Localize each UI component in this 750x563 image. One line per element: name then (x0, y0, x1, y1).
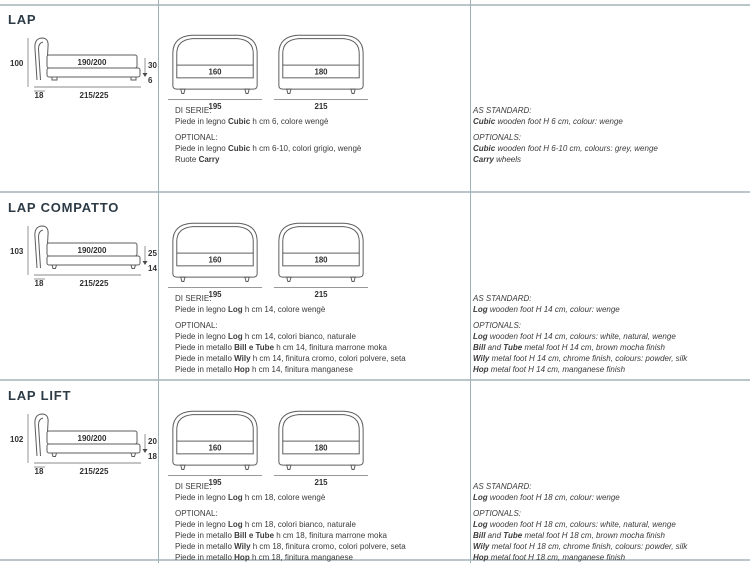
dim-mattress-length: 190/200 (77, 434, 107, 443)
bed-outline (173, 223, 257, 281)
section-title: LAP LIFT (8, 388, 72, 403)
spec-line: Log wooden foot H 14 cm, colours: white, natural, wenge (473, 332, 676, 341)
section-title: LAP (8, 12, 37, 27)
specs-english (473, 105, 747, 165)
dim-base-width: 215 (314, 478, 328, 488)
dim-total-length: 215/225 (79, 91, 109, 100)
spec-line: Piede in legno Log h cm 14, colore wengè (175, 305, 326, 314)
spec-line: Ruote Carry (175, 155, 220, 164)
standard-label-en: AS STANDARD: (473, 482, 532, 491)
spec-line: Piede in legno Log h cm 14, colori bianco, naturale (175, 332, 357, 341)
spec-line: Hop metal foot H 14 cm, manganese finish (473, 365, 626, 374)
section-lap-compatto (0, 193, 750, 379)
specs-italian (175, 293, 463, 375)
spec-line: Log wooden foot H 18 cm, colour: wenge (473, 493, 620, 502)
spec-line: Carry wheels (473, 155, 522, 164)
bed-front-view-svg (272, 29, 370, 111)
bed-outline (279, 35, 363, 93)
spec-line: Hop metal foot H 18 cm, manganese finish (473, 553, 626, 562)
bed-side-view-drawing (4, 223, 158, 287)
dim-base-width: 195 (208, 290, 222, 300)
dim-mattress-length: 190/200 (77, 246, 107, 255)
bed-outline (279, 223, 363, 281)
bed-side-view-drawing (4, 35, 158, 99)
spec-line: Piede in legno Log h cm 18, colori bianco, naturale (175, 520, 357, 529)
specs-italian (175, 105, 463, 165)
bed-front-view-drawing (166, 405, 264, 487)
bed-outline (279, 411, 363, 469)
spec-line: Wily metal foot H 14 cm, chrome finish, colours: powder, silk (473, 354, 688, 363)
section-title: LAP COMPATTO (8, 200, 120, 215)
standard-label-it: DI SERIE: (175, 482, 212, 491)
dim-total-length: 215/225 (79, 467, 109, 476)
bed-front-view-svg (272, 405, 370, 487)
standard-label-it: DI SERIE: (175, 294, 212, 303)
bed-front-view-svg (166, 217, 264, 299)
bed-side-view-svg (4, 35, 158, 99)
dim-headboard-depth: 18 (34, 91, 44, 100)
spec-line: Cubic wooden foot H 6-10 cm, colours: grey, wenge (473, 144, 658, 153)
bed-front-view-drawing (166, 29, 264, 111)
bed-front-view-drawing (166, 217, 264, 299)
optional-label-en: OPTIONALS: (473, 509, 522, 518)
standard-label-en: AS STANDARD: (473, 106, 532, 115)
dim-lower: 14 (148, 264, 157, 273)
spec-line: Piede in metallo Wily h cm 18, finitura cromo, colori polvere, seta (175, 542, 406, 551)
spec-line: Piede in legno Cubic h cm 6-10, colori grigio, wengè (175, 144, 362, 153)
dim-base-width: 215 (314, 290, 328, 300)
optional-label-it: OPTIONAL: (175, 133, 218, 142)
dim-height: 100 (10, 59, 24, 68)
spec-line: Wily metal foot H 18 cm, chrome finish, colours: powder, silk (473, 542, 688, 551)
spec-line: Piede in metallo Hop h cm 14, finitura manganese (175, 365, 353, 374)
bed-side-view-svg (4, 223, 158, 287)
spec-line: Piede in legno Log h cm 18, colore wengè (175, 493, 326, 502)
dim-base-width: 195 (208, 102, 222, 112)
dim-headboard-depth: 18 (34, 467, 44, 476)
bed-front-view-svg (166, 405, 264, 487)
spec-line: Bill and Tube metal foot H 14 cm, brown mocha finish (473, 343, 665, 352)
dim-base-width: 215 (314, 102, 328, 112)
bed-side-view-svg (4, 411, 158, 475)
spec-line: Piede in metallo Bill e Tube h cm 14, finitura marrone moka (175, 343, 387, 352)
optional-label-en: OPTIONALS: (473, 321, 522, 330)
bed-front-view-drawing (272, 29, 370, 111)
spec-line: Piede in legno Cubic h cm 6, colore wengè (175, 117, 329, 126)
optional-label-en: OPTIONALS: (473, 133, 522, 142)
spec-line: Bill and Tube metal foot H 18 cm, brown mocha finish (473, 531, 665, 540)
specs-english (473, 481, 747, 563)
specs-english (473, 293, 747, 375)
spec-line: Piede in metallo Bill e Tube h cm 18, finitura marrone moka (175, 531, 387, 540)
dim-width: 160 (208, 67, 222, 77)
bed-front-view-svg (272, 217, 370, 299)
spec-line: Piede in metallo Wily h cm 14, finitura cromo, colori polvere, seta (175, 354, 406, 363)
dim-width: 160 (208, 255, 222, 265)
dim-width: 160 (208, 443, 222, 453)
section-lap-lift (0, 381, 750, 562)
bed-side-view-drawing (4, 411, 158, 475)
bed-front-view-svg (166, 29, 264, 111)
dim-upper: 30 (148, 61, 157, 70)
standard-label-it: DI SERIE: (175, 106, 212, 115)
dim-mattress-length: 190/200 (77, 58, 107, 67)
dim-width: 180 (314, 67, 328, 77)
bed-front-view-drawing (272, 217, 370, 299)
standard-label-en: AS STANDARD: (473, 294, 532, 303)
dim-lower: 6 (148, 76, 153, 85)
bed-front-view-drawing (272, 405, 370, 487)
dim-base-width: 195 (208, 478, 222, 488)
dim-width: 180 (314, 255, 328, 265)
dim-upper: 20 (148, 437, 157, 446)
optional-label-it: OPTIONAL: (175, 321, 218, 330)
dim-width: 180 (314, 443, 328, 453)
dim-lower: 18 (148, 452, 157, 461)
section-lap (0, 5, 750, 191)
spec-line: Log wooden foot H 18 cm, colours: white, natural, wenge (473, 520, 676, 529)
optional-label-it: OPTIONAL: (175, 509, 218, 518)
dim-headboard-depth: 18 (34, 279, 44, 288)
spec-line: Piede in metallo Hop h cm 18, finitura manganese (175, 553, 353, 562)
spec-line: Log wooden foot H 14 cm, colour: wenge (473, 305, 620, 314)
dim-height: 102 (10, 435, 24, 444)
dim-total-length: 215/225 (79, 279, 109, 288)
bed-outline (173, 411, 257, 469)
spec-line: Cubic wooden foot H 6 cm, colour: wenge (473, 117, 623, 126)
dim-height: 103 (10, 247, 24, 256)
dim-upper: 25 (148, 249, 157, 258)
specs-italian (175, 481, 463, 563)
bed-outline (173, 35, 257, 93)
